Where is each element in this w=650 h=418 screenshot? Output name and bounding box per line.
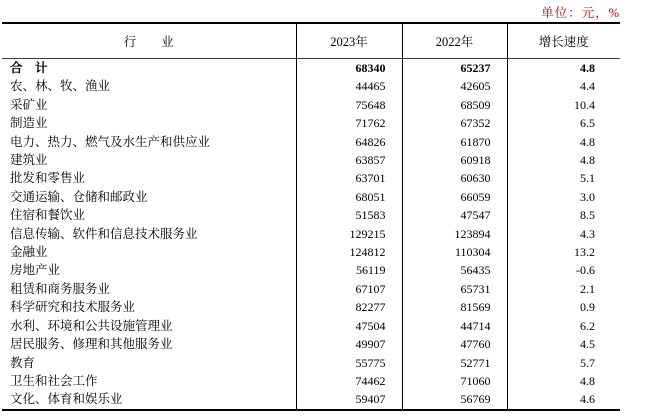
cell-growth: 4.8 xyxy=(507,59,620,78)
cell-2022: 56769 xyxy=(402,390,507,409)
cell-2023: 82277 xyxy=(296,298,402,316)
cell-2022: 71060 xyxy=(402,372,507,390)
cell-2023: 68051 xyxy=(296,188,402,206)
cell-2023: 63857 xyxy=(296,151,402,169)
cell-2023: 49907 xyxy=(296,335,402,353)
cell-industry: 制造业 xyxy=(10,116,48,131)
cell-2023: 51583 xyxy=(296,206,402,224)
cell-industry: 房地产业 xyxy=(10,263,61,278)
cell-2023: 63701 xyxy=(296,169,402,187)
cell-2022: 67352 xyxy=(402,114,507,132)
cell-2022: 123894 xyxy=(402,225,507,243)
header-growth: 增长速度 xyxy=(507,23,620,59)
cell-growth: 4.3 xyxy=(507,225,620,243)
cell-growth: 10.4 xyxy=(507,96,620,114)
cell-2023: 129215 xyxy=(296,225,402,243)
cell-2023: 67107 xyxy=(296,280,402,298)
table-row xyxy=(2,151,620,169)
cell-industry: 采矿业 xyxy=(10,97,48,112)
cell-industry: 信息传输、软件和信息技术服务业 xyxy=(10,226,198,241)
table-row xyxy=(2,317,620,335)
unit-label: 单位：元，% xyxy=(541,6,620,20)
cell-growth: 5.1 xyxy=(507,169,620,187)
cell-2022: 47760 xyxy=(402,335,507,353)
table-row xyxy=(2,188,620,206)
cell-growth: 13.2 xyxy=(507,243,620,261)
table-row xyxy=(2,206,620,224)
cell-growth: 2.1 xyxy=(507,280,620,298)
cell-industry: 电力、热力、燃气及水生产和供应业 xyxy=(10,134,211,149)
table-row xyxy=(2,280,620,298)
cell-growth: 4.5 xyxy=(507,335,620,353)
table-row xyxy=(2,133,620,151)
cell-2023: 68340 xyxy=(296,59,402,78)
cell-2022: 61870 xyxy=(402,133,507,151)
table-header-row xyxy=(2,23,620,59)
cell-industry: 居民服务、修理和其他服务业 xyxy=(10,337,173,352)
cell-2023: 56119 xyxy=(296,261,402,279)
cell-2022: 56435 xyxy=(402,261,507,279)
table-row xyxy=(2,335,620,353)
cell-2023: 44465 xyxy=(296,77,402,95)
table-row xyxy=(2,59,620,78)
cell-2022: 110304 xyxy=(402,243,507,261)
cell-2023: 74462 xyxy=(296,372,402,390)
cell-2022: 65237 xyxy=(402,59,507,78)
table-row xyxy=(2,225,620,243)
cell-2022: 47547 xyxy=(402,206,507,224)
cell-growth: 8.5 xyxy=(507,206,620,224)
cell-growth: -0.6 xyxy=(507,261,620,279)
cell-2022: 66059 xyxy=(402,188,507,206)
cell-2022: 52771 xyxy=(402,354,507,372)
industry-wage-table xyxy=(2,22,620,411)
cell-2022: 60630 xyxy=(402,169,507,187)
table-row xyxy=(2,77,620,95)
cell-2022: 60918 xyxy=(402,151,507,169)
table-row xyxy=(2,390,620,409)
cell-2023: 47504 xyxy=(296,317,402,335)
table-row xyxy=(2,96,620,114)
table-row xyxy=(2,372,620,390)
table-row xyxy=(2,354,620,372)
cell-2022: 68509 xyxy=(402,96,507,114)
cell-industry: 农、林、牧、渔业 xyxy=(10,79,111,94)
cell-2022: 44714 xyxy=(402,317,507,335)
cell-2022: 65731 xyxy=(402,280,507,298)
cell-industry: 水利、环境和公共设施管理业 xyxy=(10,318,173,333)
cell-growth: 3.0 xyxy=(507,188,620,206)
cell-industry: 租赁和商务服务业 xyxy=(10,281,111,296)
cell-2023: 75648 xyxy=(296,96,402,114)
cell-2022: 42605 xyxy=(402,77,507,95)
header-industry: 行 业 xyxy=(2,23,296,59)
cell-industry: 科学研究和技术服务业 xyxy=(10,300,136,315)
table-row xyxy=(2,114,620,132)
cell-2023: 55775 xyxy=(296,354,402,372)
cell-growth: 4.6 xyxy=(507,390,620,409)
cell-industry: 卫生和社会工作 xyxy=(10,373,98,388)
table-row xyxy=(2,298,620,316)
cell-growth: 4.8 xyxy=(507,372,620,390)
table-row xyxy=(2,243,620,261)
cell-growth: 0.9 xyxy=(507,298,620,316)
cell-industry: 金融业 xyxy=(10,245,48,260)
cell-2023: 64826 xyxy=(296,133,402,151)
cell-industry: 建筑业 xyxy=(10,153,48,168)
table-row xyxy=(2,261,620,279)
cell-growth: 6.5 xyxy=(507,114,620,132)
cell-growth: 5.7 xyxy=(507,354,620,372)
table-row xyxy=(2,169,620,187)
cell-industry: 文化、体育和娱乐业 xyxy=(10,392,123,407)
header-2022: 2022年 xyxy=(402,23,507,59)
cell-growth: 4.4 xyxy=(507,77,620,95)
table-body xyxy=(2,59,620,410)
cell-industry: 合 计 xyxy=(10,61,48,75)
cell-industry: 交通运输、仓储和邮政业 xyxy=(10,189,148,204)
cell-industry: 教育 xyxy=(10,355,36,370)
cell-industry: 住宿和餐饮业 xyxy=(10,208,86,223)
cell-2023: 71762 xyxy=(296,114,402,132)
cell-growth: 6.2 xyxy=(507,317,620,335)
cell-growth: 4.8 xyxy=(507,151,620,169)
header-2023: 2023年 xyxy=(296,23,402,59)
cell-growth: 4.8 xyxy=(507,133,620,151)
cell-industry: 批发和零售业 xyxy=(10,171,86,186)
cell-2022: 81569 xyxy=(402,298,507,316)
cell-2023: 59407 xyxy=(296,390,402,409)
cell-2023: 124812 xyxy=(296,243,402,261)
